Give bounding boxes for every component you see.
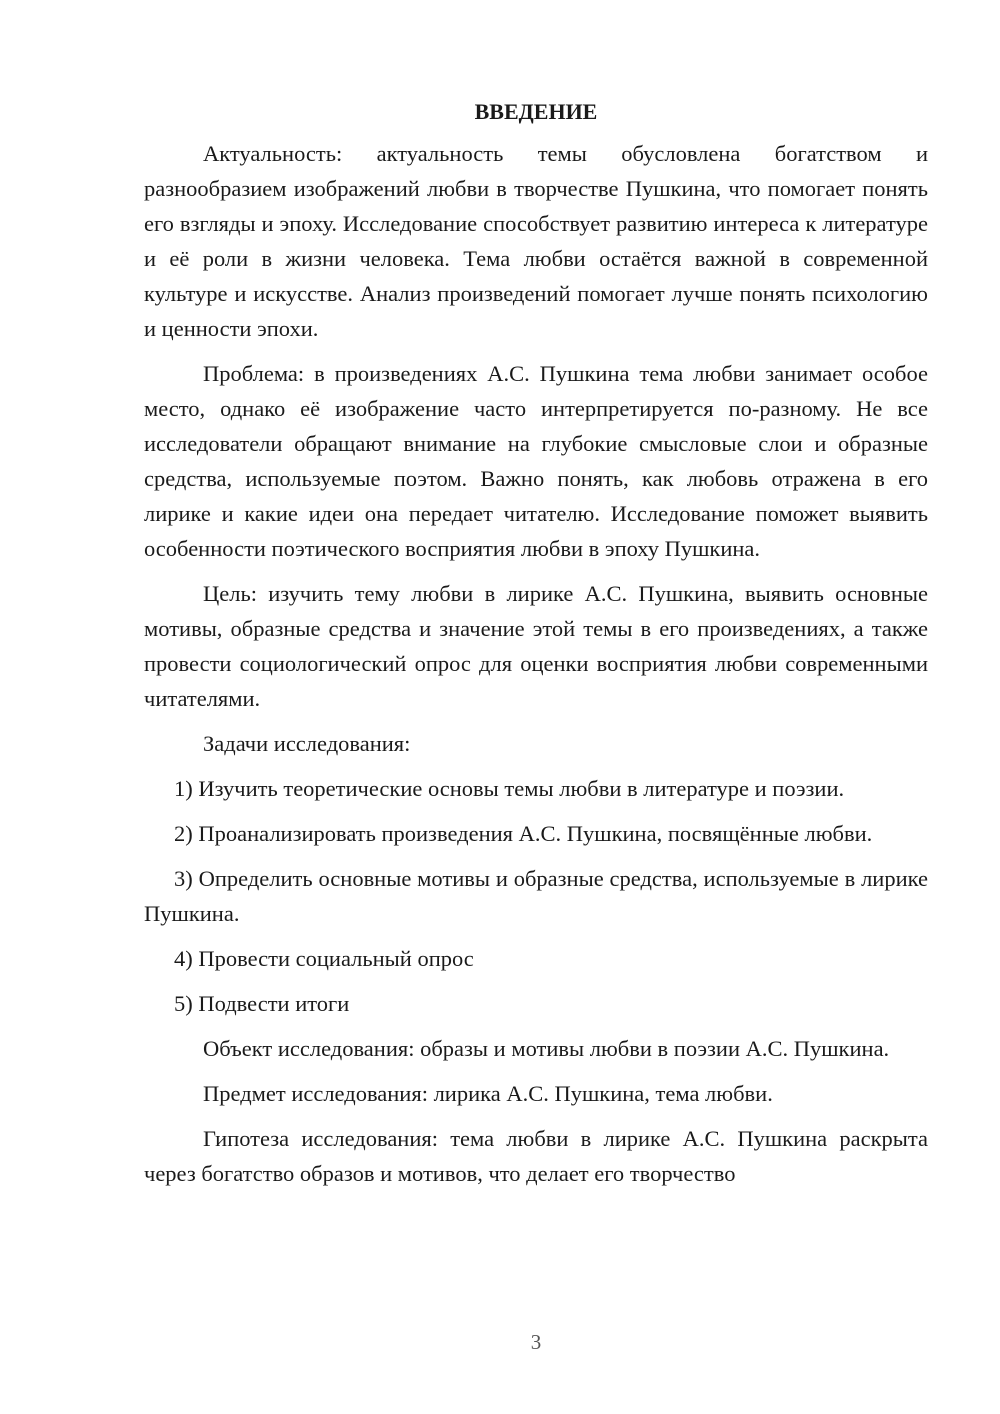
paragraph-relevance: Актуальность: актуальность темы обусловлена богатством и разнообразием изображений любви в творчестве Пушкина, что помогает понять его взгляды и эпоху. Исследование способствует развитию интереса к литературе и её роли в жизни человека. Тема любви остаётся важной в современной культуре и искусстве. Анализ произведений помогает лучше понять психологию и ценности эпохи. bbox=[144, 141, 928, 341]
document-page bbox=[144, 96, 928, 1201]
task-item-2: 2) Проанализировать произведения А.С. Пушкина, посвящённые любви. bbox=[174, 821, 873, 846]
paragraph-hypothesis: Гипотеза исследования: тема любви в лирике А.С. Пушкина раскрыта через богатство образов и мотивов, что делает его творчество bbox=[144, 1126, 928, 1186]
task-item-5: 5) Подвести итоги bbox=[174, 991, 350, 1016]
task-item-4: 4) Провести социальный опрос bbox=[174, 946, 474, 971]
paragraph-subject: Предмет исследования: лирика А.С. Пушкина, тема любви. bbox=[203, 1081, 773, 1106]
page-number: 3 bbox=[530, 1330, 542, 1354]
section-heading: ВВЕДЕНИЕ bbox=[474, 99, 598, 124]
task-item-1: 1) Изучить теоретические основы темы любви в литературе и поэзии. bbox=[174, 776, 845, 801]
paragraph-tasks-title: Задачи исследования: bbox=[203, 731, 411, 756]
task-item-3: 3) Определить основные мотивы и образные средства, используемые в лирике Пушкина. bbox=[144, 866, 928, 926]
paragraph-object: Объект исследования: образы и мотивы любви в поэзии А.С. Пушкина. bbox=[203, 1036, 890, 1061]
paragraph-goal: Цель: изучить тему любви в лирике А.С. Пушкина, выявить основные мотивы, образные средства и значение этой темы в его произведениях, а также провести социологический опрос для оценки восприятия любви современными читателями. bbox=[144, 581, 928, 711]
paragraph-problem: Проблема: в произведениях А.С. Пушкина тема любви занимает особое место, однако её изображение часто интерпретируется по-разному. Не все исследователи обращают внимание на глубокие смысловые слои и образные средства, используемые поэтом. Важно понять, как любовь отражена в его лирике и какие идеи она передает читателю. Исследование поможет выявить особенности поэтического восприятия любви в эпоху Пушкина. bbox=[144, 361, 928, 561]
